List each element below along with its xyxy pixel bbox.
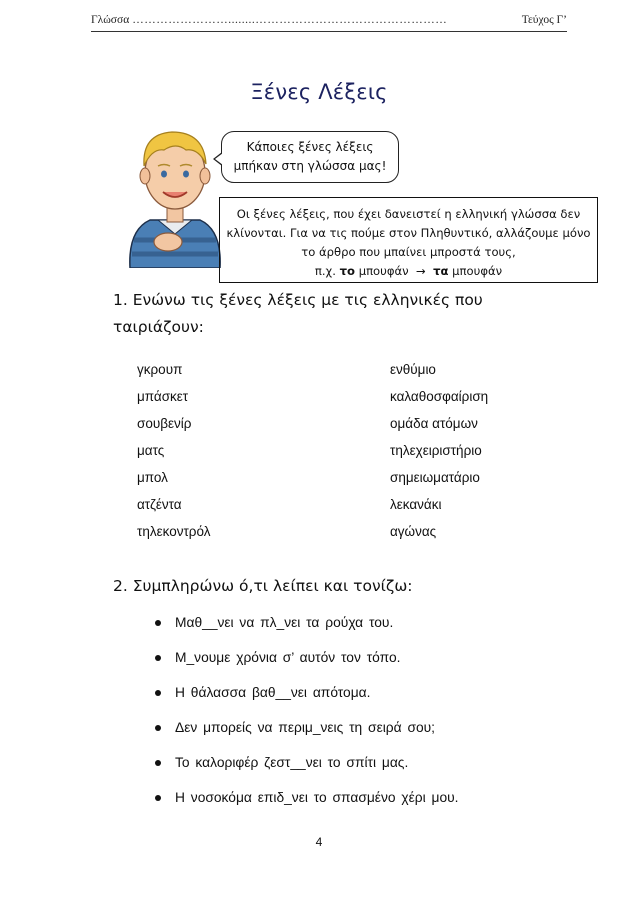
- foreign-word: σουβενίρ: [137, 416, 192, 431]
- example-word-plural: μπουφάν: [452, 264, 503, 278]
- rule-example: [220, 262, 597, 281]
- sentence-item: Μ_νουμε χρόνια σ’ αυτόν τον τόπο.: [155, 646, 459, 681]
- rule-line-3: το άρθρο που μπαίνει μπροστά τους,: [301, 245, 516, 259]
- foreign-word: μπάσκετ: [137, 389, 189, 404]
- rule-box: [219, 197, 598, 283]
- boy-illustration: [120, 118, 230, 268]
- example-word-singular: μπουφάν: [358, 264, 409, 278]
- example-prefix: π.χ.: [314, 264, 336, 278]
- greek-word: ομάδα ατόμων: [390, 416, 478, 431]
- sentence-item: Μαθ__νει να πλ_νει τα ρούχα του.: [155, 611, 459, 646]
- page-header: [91, 14, 567, 26]
- rule-line-2: κλίνονται. Για να τις πούμε στον Πληθυντικό, αλλάζουμε μόνο: [226, 226, 591, 240]
- foreign-word: τηλεκοντρόλ: [137, 524, 211, 539]
- foreign-words-column: [137, 356, 210, 545]
- question-2: 2. Συμπληρώνω ό,τι λείπει και τονίζω:: [113, 577, 413, 595]
- sentence-list: [155, 611, 459, 821]
- sentence-item: Δεν μπορείς να περιμ_νεις τη σειρά σου;: [155, 716, 459, 751]
- foreign-word: ματς: [137, 443, 165, 458]
- rule-line-1: Οι ξένες λέξεις, που έχει δανειστεί η ελληνική γλώσσα δεν: [236, 207, 581, 221]
- page-number: 4: [315, 835, 323, 849]
- bubble-line-2: μπήκαν στη γλώσσα μας!: [233, 159, 387, 173]
- header-volume: Τεύχος Γ’: [521, 14, 567, 26]
- sentence-item: Το καλοριφέρ ζεστ__νει το σπίτι μας.: [155, 751, 459, 786]
- page-title: Ξένες Λέξεις: [250, 80, 388, 104]
- greek-word: σημειωματάριο: [390, 470, 480, 485]
- greek-words-column: [390, 356, 488, 545]
- greek-word: τηλεχειριστήριο: [390, 443, 482, 458]
- greek-word: αγώνας: [390, 524, 437, 539]
- greek-word: ενθύμιο: [390, 362, 436, 377]
- foreign-word: ατζέντα: [137, 497, 182, 512]
- example-article-singular: το: [339, 264, 356, 278]
- greek-word: λεκανάκι: [390, 497, 442, 512]
- header-subject: Γλώσσα: [91, 14, 130, 26]
- foreign-word: μπολ: [137, 470, 168, 485]
- greek-word: καλαθοσφαίριση: [390, 389, 489, 404]
- arrow-icon: →: [416, 264, 426, 278]
- sentence-item: Η νοσοκόμα επιδ_νει το σπασμένο χέρι μου.: [155, 786, 459, 821]
- question-1: 1. Ενώνω τις ξένες λέξεις με τις ελληνικές που ταιριάζουν:: [113, 291, 483, 336]
- bubble-line-1: Κάποιες ξένες λέξεις: [246, 140, 374, 154]
- example-article-plural: τα: [433, 264, 449, 278]
- foreign-word: γκρουπ: [137, 362, 183, 377]
- header-rule: [91, 31, 567, 32]
- speech-bubble: [221, 131, 399, 183]
- header-dots: ……………………........…………………………………………: [132, 14, 448, 26]
- sentence-item: Η θάλασσα βαθ__νει απότομα.: [155, 681, 459, 716]
